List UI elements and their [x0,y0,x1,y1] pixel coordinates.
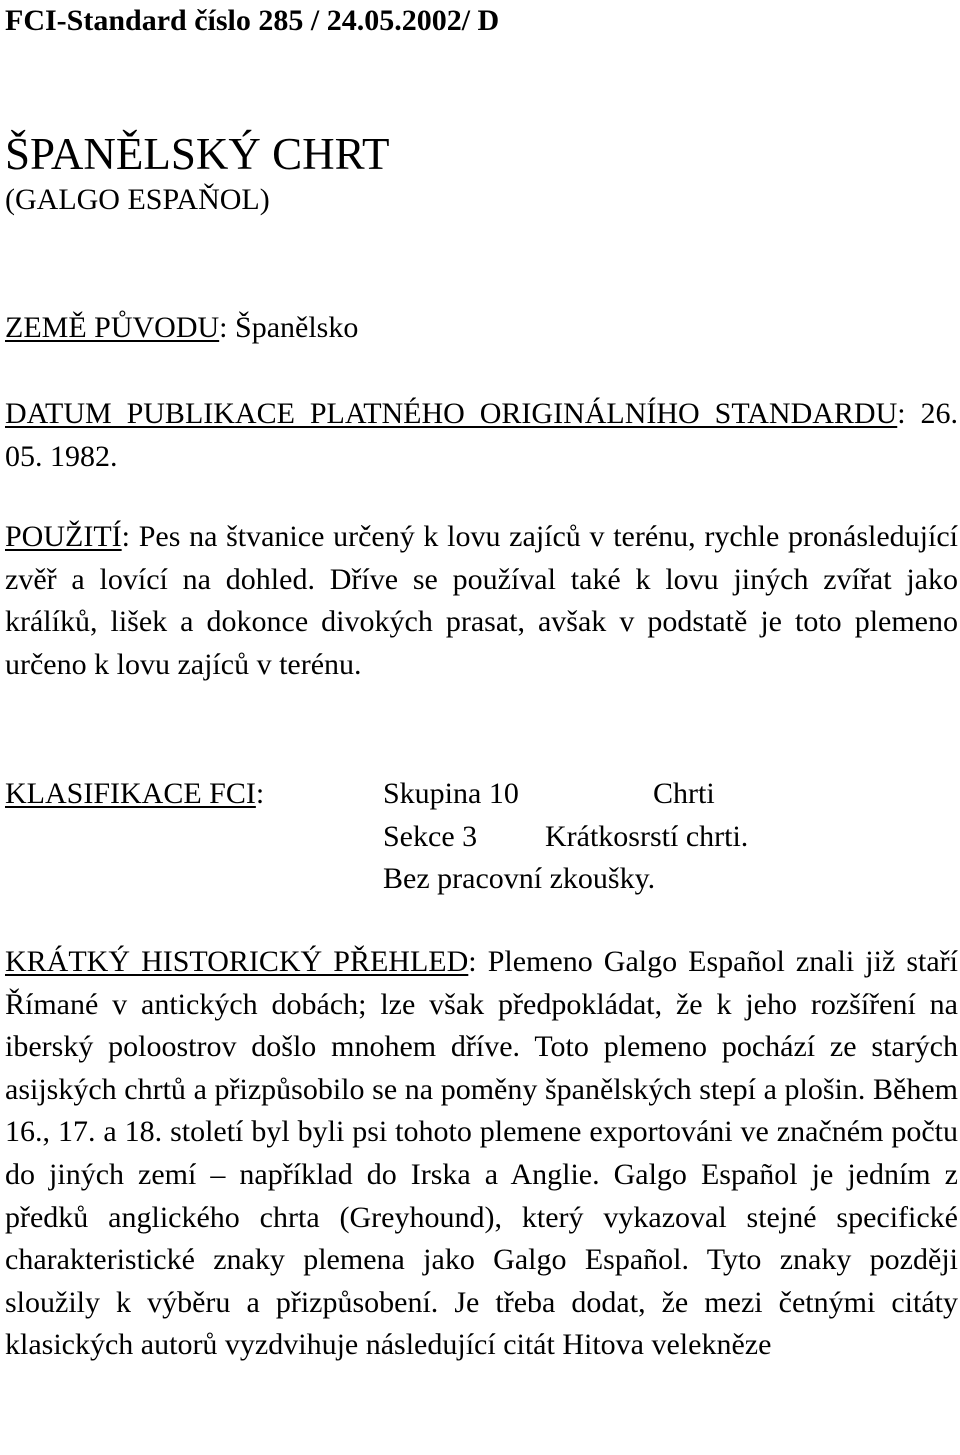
breed-title: ŠPANĚLSKÝ CHRT [5,129,390,179]
breed-original-name: (GALGO ESPAŇOL) [5,183,270,216]
publication-label: DATUM PUBLIKACE PLATNÉHO ORIGINÁLNÍHO STANDARDU [5,397,898,430]
publication-value: 26. 05. 1982. [5,397,959,473]
standard-header: FCI-Standard číslo 285 / 24.05.2002/ D [5,4,500,37]
classification-section-number: Sekce 3 [383,819,478,853]
classification-section-name: Krátkosrstí chrti. [545,819,749,853]
publication-section [5,393,958,478]
use-separator: : [121,520,139,553]
use-text: Pes na štvanice určený k lovu zajíců v terénu, rychle pronásledující zvěř a lovící na dohled. Dříve se používal také k lovu jiných zvířat jako králíků, lišek a dokonce divokých prasat, avšak v podstatě je toto plemeno určeno k lovu zajíců v terénu. [5,520,958,681]
use-section [5,516,958,686]
classification-label-wrap [5,773,264,816]
origin-separator: : [219,311,236,344]
history-section [5,941,958,1367]
use-label: POUŽITÍ [5,520,122,553]
origin-label: ZEMĚ PŮVODU [5,311,220,344]
history-text: Plemeno Galgo Español znali již staří Římané v antických dobách; lze však předpokládat, že k jeho rozšíření na iberský poloostrov došlo mnohem dříve. Toto plemeno pochází ze starých asijských chrtů a přizpůsobilo se na poměny španělských stepí a plošin. Během 16., 17. a 18. století byl byli psi tohoto plemene exportováni ve značném počtu do jiných zemí – například do Irska a Anglie. Galgo Español je jedním z předků anglického chrta (Greyhound), který vykazoval stejné specifické charakteristické znaky plemena jako Galgo Español. Tyto znaky později sloužily k výběru a přizpůsobení. Je třeba dodat, že mezi četnými citáty klasických autorů vyzdvihuje následující citát Hitova velekněze [5,945,959,1362]
classification-trial: Bez pracovní zkoušky. [383,862,656,896]
history-separator: : [468,945,488,978]
publication-separator: : [897,397,921,430]
origin-value: Španělsko [235,311,359,344]
classification-separator: : [255,777,265,810]
origin-section [5,307,958,350]
classification-group-name: Chrti [653,777,715,810]
classification-label: KLASIFIKACE FCI [5,777,256,810]
history-label: KRÁTKÝ HISTORICKÝ PŘEHLED [5,945,469,978]
classification-group: Skupina 10 [383,777,519,810]
